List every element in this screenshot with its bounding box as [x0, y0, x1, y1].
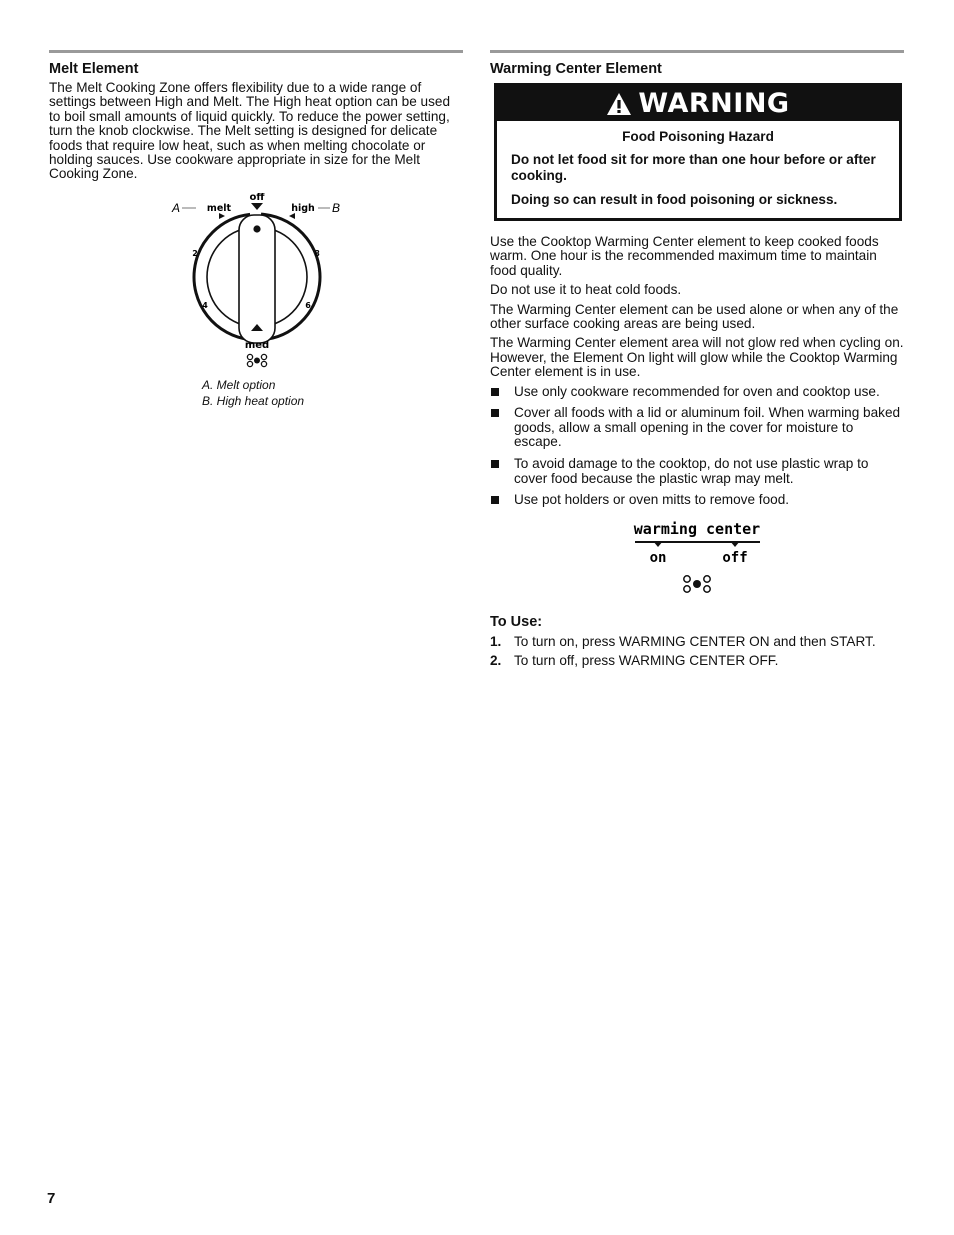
knob-handle: [239, 215, 275, 343]
list-item-text: Use pot holders or oven mitts to remove food.: [514, 492, 790, 508]
bullet-square-icon: [491, 460, 499, 468]
list-item: [490, 493, 904, 508]
list-item-text: Use only cookware recommended for oven and cooktop use.: [514, 383, 880, 399]
paragraph: Use the Cooktop Warming Center element to keep cooked foods warm. One hour is the recommended maximum time to maintain food quality.: [490, 234, 879, 278]
melt-element-heading: Melt Element: [49, 61, 139, 77]
steps-list: [490, 634, 904, 668]
to-use-heading: To Use:: [490, 613, 543, 630]
on-marker-icon: [653, 541, 663, 547]
list-item: [490, 385, 904, 400]
warning-body: [497, 121, 899, 218]
setting-4-label: 4: [202, 300, 208, 310]
callout-b: B: [332, 200, 341, 215]
warming-center-heading: Warming Center Element: [490, 61, 662, 77]
warming-center-figure: [490, 518, 904, 610]
callout-a: A: [172, 200, 181, 215]
knob-figure: [49, 187, 463, 427]
paragraph: The Warming Center element area will not glow red when cycling on. However, the Element On light will glow while the Cooktop Warming Center element is in use.: [490, 335, 904, 380]
step-number: 2.: [490, 652, 502, 668]
warning-line: Doing so can result in food poisoning or sickness.: [511, 192, 838, 207]
section-rule: [490, 50, 904, 53]
warning-box: [494, 83, 902, 221]
list-item: [490, 457, 904, 486]
warning-header: [497, 86, 899, 121]
caption-b: B. High heat option: [202, 393, 305, 408]
knob-caption: [202, 377, 304, 409]
step-text: To turn off, press WARMING CENTER OFF.: [514, 652, 779, 668]
list-item-text: Cover all foods with a lid or aluminum foil. When warming baked goods, allow a small opening in the cover for moisture to escape.: [514, 405, 901, 450]
high-label: high: [291, 202, 315, 214]
step-text: To turn on, press WARMING CENTER ON and then START.: [514, 633, 876, 649]
setting-6-label: 6: [305, 300, 311, 310]
off-marker-icon: [251, 203, 263, 210]
med-label: med: [244, 339, 270, 351]
bullet-list: [490, 385, 904, 508]
left-column: [49, 50, 463, 427]
step-item: [490, 653, 904, 668]
off-marker-icon: [730, 541, 740, 547]
off-label: off: [722, 549, 748, 566]
bullet-square-icon: [491, 409, 499, 417]
knob-pointer-dot: [253, 225, 260, 232]
setting-8-label: 8: [314, 248, 320, 258]
on-label: on: [649, 549, 667, 566]
list-item-text: To avoid damage to the cooktop, do not use plastic wrap to cover food because the plastic wrap may melt.: [514, 456, 869, 486]
page-number: 7: [47, 1190, 56, 1207]
caption-a: A. Melt option: [202, 377, 276, 392]
paragraph: Do not use it to heat cold foods.: [490, 282, 682, 298]
off-label: off: [249, 192, 265, 203]
bullet-square-icon: [491, 496, 499, 504]
warming-center-control-diagram: [630, 518, 770, 598]
step-item: [490, 634, 904, 649]
warning-title: WARNING: [638, 88, 790, 119]
bullet-square-icon: [491, 388, 499, 396]
right-column: [490, 50, 904, 672]
knob-diagram: [169, 193, 369, 368]
warning-line: Do not let food sit for more than one hour before or after cooking.: [511, 152, 876, 183]
melt-element-body: The Melt Cooking Zone offers flexibility due to a wide range of settings between High and Melt. The High heat option can be used to boil small amounts of liquid quickly. To reduce the power setting, turn the knob clockwise. The Melt setting is designed for delicate foods that require low heat, such as when melting chocolate or holding sauces. Use cookware appropriate in size for the Melt Cooking Zone.: [49, 80, 451, 182]
paragraph: The Warming Center element can be used alone or when any of the other surface cooking areas are being used.: [490, 301, 899, 332]
setting-2-label: 2: [192, 248, 198, 258]
element-indicator-icon: [684, 576, 710, 592]
section-rule: [49, 50, 463, 53]
list-item: [490, 406, 904, 450]
warning-hazard: Food Poisoning Hazard: [622, 129, 774, 144]
step-number: 1.: [490, 633, 502, 649]
melt-label: melt: [206, 202, 232, 214]
warming-center-label: warming center: [633, 519, 761, 538]
warning-triangle-icon: [606, 92, 632, 116]
element-indicator-icon: [247, 354, 266, 366]
